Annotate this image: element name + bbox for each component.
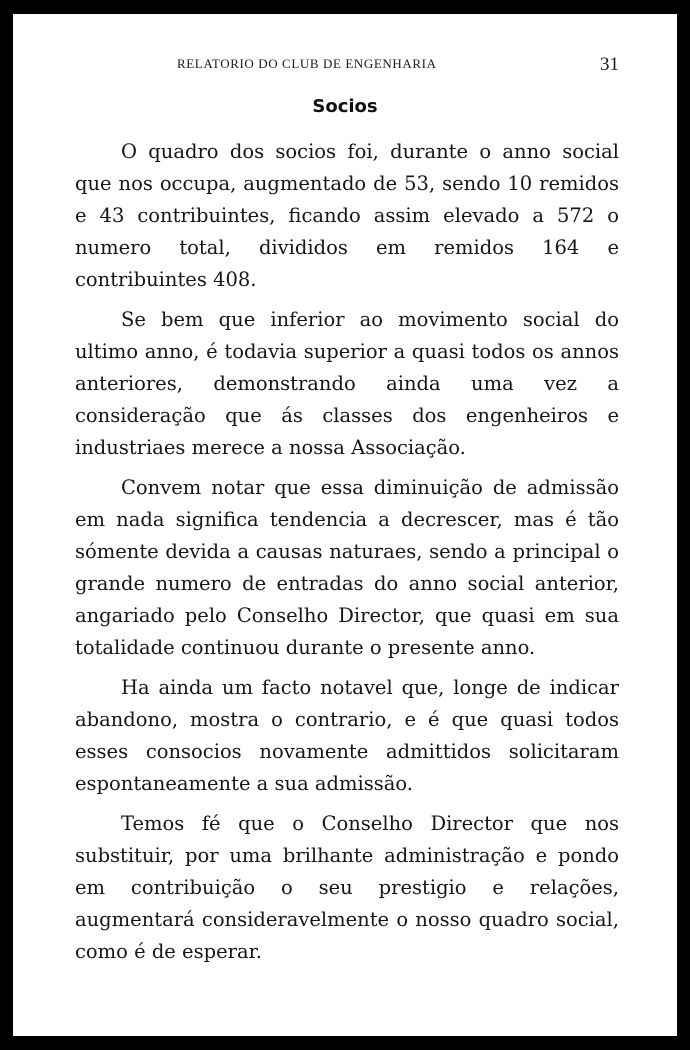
paragraph: Ha ainda um facto notavel que, longe de indicar abandono, mostra o contrario, e é que quasi todos esses consocios novamente admittidos solicitaram espontaneamente a sua admissão. bbox=[75, 676, 619, 795]
page-number: 31 bbox=[600, 54, 619, 75]
body-text bbox=[75, 136, 619, 976]
section-heading: Socios bbox=[312, 96, 378, 117]
running-title: RELATORIO DO CLUB DE ENGENHARIA bbox=[177, 56, 437, 71]
paragraph: Convem notar que essa diminuição de admissão em nada significa tendencia a decrescer, mas é tão sómente devida a causas naturaes, sendo a principal o grande numero de entradas do anno social anterior, angariado pelo Conselho Director, que quasi em sua totalidade continuou durante o presente anno. bbox=[75, 476, 619, 659]
book-page bbox=[13, 14, 677, 1036]
paragraph: Se bem que inferior ao movimento social do ultimo anno, é todavia superior a quasi todos os annos anteriores, demonstrando ainda uma vez a consideração que ás classes dos engenheiros e industriaes merece a nossa Associação. bbox=[75, 308, 619, 459]
paragraph: O quadro dos socios foi, durante o anno social que nos occupa, augmentado de 53, sendo 10 remidos e 43 contribuintes, ficando assim elevado a 572 o numero total, divididos em remidos 164 e contribuintes 408. bbox=[75, 140, 619, 291]
paragraph: Temos fé que o Conselho Director que nos substituir, por uma brilhante administração e pondo em contribuição o seu prestigio e relações, augmentará consideravelmente o nosso quadro social, como é de esperar. bbox=[75, 812, 619, 963]
running-head bbox=[73, 52, 619, 76]
